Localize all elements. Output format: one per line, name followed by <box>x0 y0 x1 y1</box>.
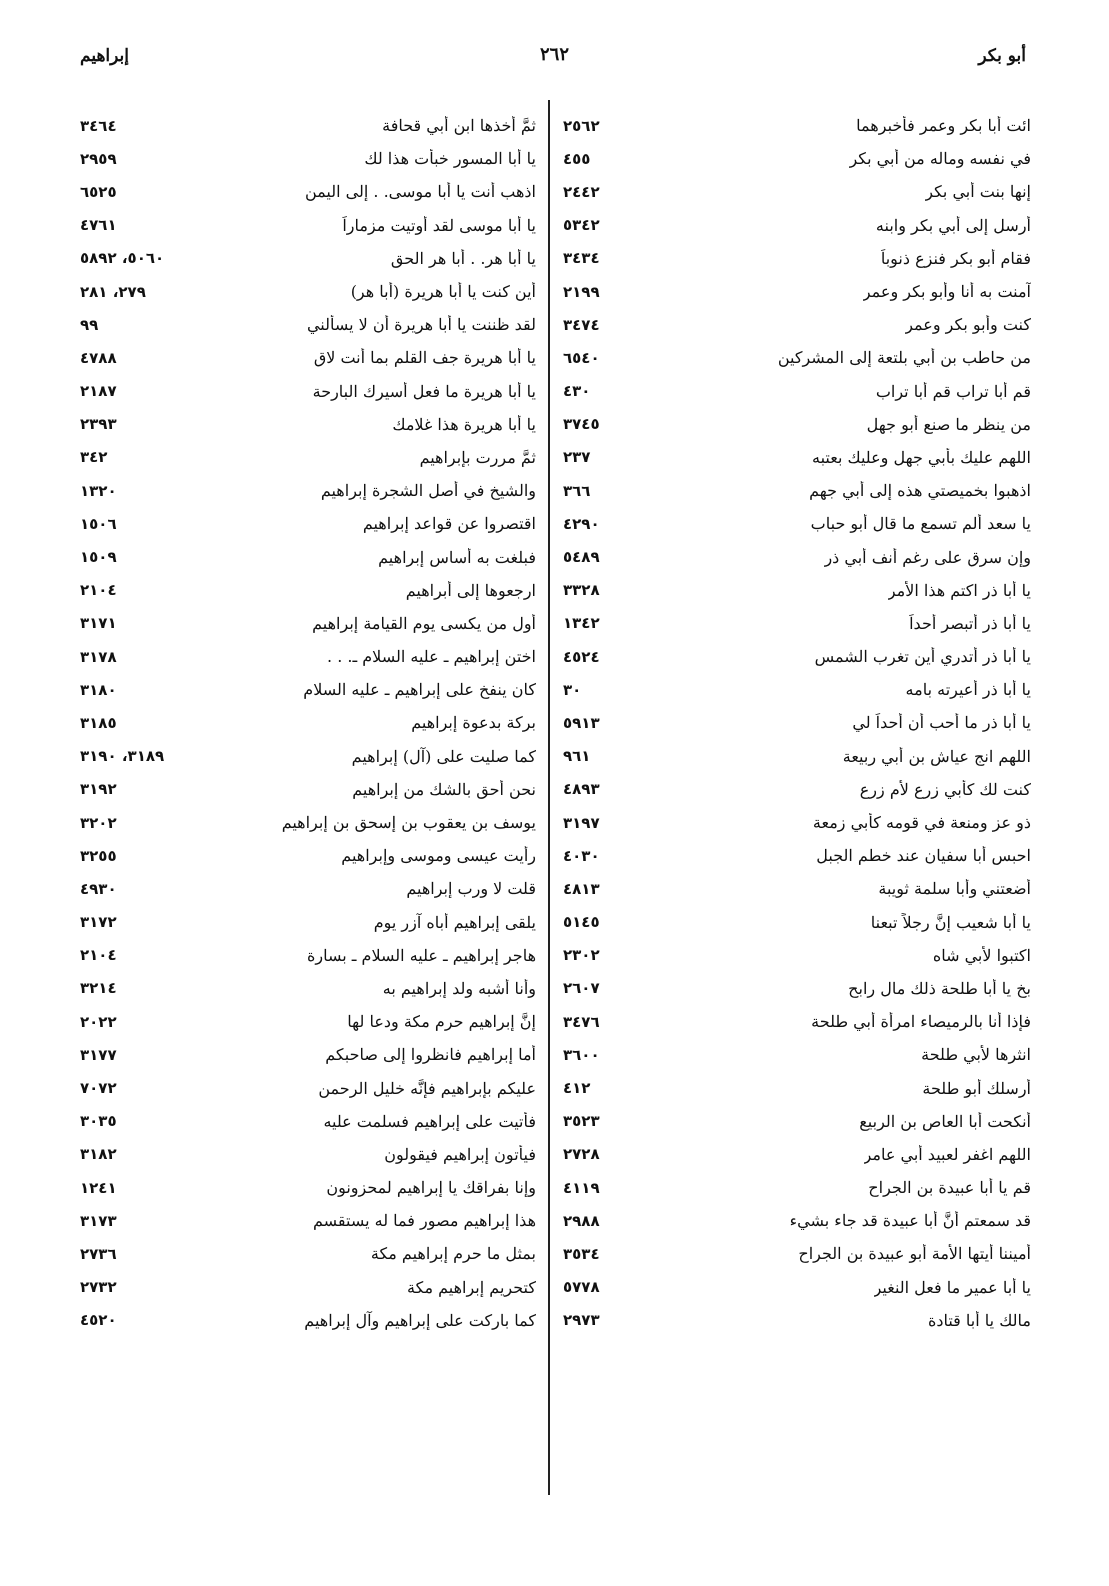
entry-text: والشيخ في أصل الشجرة إبراهيم <box>320 481 536 501</box>
column-divider <box>548 100 550 1495</box>
index-entry <box>80 474 536 507</box>
index-entry <box>563 939 1031 972</box>
entry-number: ٣١٩٢ <box>80 780 117 799</box>
entry-number: ٣٢١٤ <box>80 979 117 998</box>
page-number: ٢٦٢ <box>539 44 569 65</box>
entry-text: فبلغت به أساس إبراهيم <box>378 547 536 567</box>
entry-number: ٢٠٢٢ <box>80 1012 117 1031</box>
entry-number: ٣٦٠٠ <box>563 1045 600 1064</box>
entry-text: اللهم اغفر لعبيد أبي عامر <box>863 1144 1031 1164</box>
entry-text: أما إبراهيم فانظروا إلى صاحبكم <box>325 1045 536 1065</box>
entry-number: ٥٤٨٩ <box>563 548 600 567</box>
entry-text: كما صليت على (آل) إبراهيم <box>351 746 536 766</box>
entry-number: ٣١٧٣ <box>80 1211 117 1230</box>
entry-number: ٤٥٥ <box>563 149 591 168</box>
entry-number: ٢١٠٤ <box>80 581 117 600</box>
index-entry <box>80 1171 536 1204</box>
entry-number: ٢٣٧ <box>563 448 591 467</box>
entry-number: ٣٣٢٨ <box>563 581 600 600</box>
entry-number: ٣٠٣٥ <box>80 1112 117 1131</box>
index-entry <box>563 607 1031 640</box>
entry-text: في نفسه وماله من أبي بكر <box>849 149 1031 169</box>
entry-number: ٢٩٨٨ <box>563 1211 600 1230</box>
entry-text: ثمَّ مررت بإبراهيم <box>419 447 536 467</box>
entry-text: أرسلك أبو طلحة <box>922 1078 1031 1098</box>
entry-text: فقام أبو بكر فنزع ذنوباً <box>880 248 1031 268</box>
index-entry <box>80 242 536 275</box>
entry-number: ٤٩٣٠ <box>80 879 117 898</box>
entry-text: مالك يا أبا قتادة <box>927 1310 1031 1330</box>
index-entry <box>80 939 536 972</box>
entry-text: يا أبا هريرة هذا غلامك <box>392 414 536 434</box>
entry-text: اذهبوا بخميصتي هذه إلى أبي جهم <box>809 481 1031 501</box>
index-entry <box>80 1105 536 1138</box>
entry-text: وإنا بفراقك يا إبراهيم لمحزونون <box>326 1178 536 1198</box>
entry-text: يا أبا المسور خبأت هذا لك <box>364 149 536 169</box>
index-entry <box>80 540 536 573</box>
entry-number: ٣١٩٧ <box>563 813 600 832</box>
entry-number: ٤١١٩ <box>563 1178 600 1197</box>
index-entry <box>563 1204 1031 1237</box>
index-entry <box>563 1237 1031 1270</box>
index-entry <box>563 341 1031 374</box>
header-right-title: أبو بكر <box>978 46 1026 66</box>
index-entry <box>80 507 536 540</box>
index-entry <box>563 806 1031 839</box>
entry-text: اقتصروا عن قواعد إبراهيم <box>362 514 536 534</box>
index-entry <box>80 1204 536 1237</box>
entry-number: ٣٢٠٢ <box>80 813 117 832</box>
entry-text: كما باركت على إبراهيم وآل إبراهيم <box>304 1310 536 1330</box>
entry-text: ذو عز ومنعة في قومه كأبي زمعة <box>812 813 1031 833</box>
index-entry <box>80 175 536 208</box>
index-entry <box>563 540 1031 573</box>
entry-number: ٢٣٠٢ <box>563 946 600 965</box>
index-entry <box>80 341 536 374</box>
entry-number: ٢٩٥٩ <box>80 149 117 168</box>
entry-text: إنها بنت أبي بكر <box>925 182 1031 202</box>
index-entry <box>563 773 1031 806</box>
entry-text: يوسف بن يعقوب بن إسحق بن إبراهيم <box>281 813 536 833</box>
index-entry <box>563 175 1031 208</box>
entry-number: ١٣٤٢ <box>563 614 600 633</box>
entry-text: قلت لا ورب إبراهيم <box>406 879 536 899</box>
entry-number: ٢٤٤٢ <box>563 182 600 201</box>
index-entry <box>80 1271 536 1304</box>
index-entry <box>563 507 1031 540</box>
index-entry <box>563 1005 1031 1038</box>
entry-number: ٤٨١٣ <box>563 879 600 898</box>
index-entry <box>80 308 536 341</box>
index-entry <box>563 1105 1031 1138</box>
entry-number: ٤٧٨٨ <box>80 348 117 367</box>
index-entry <box>80 574 536 607</box>
index-entry <box>563 275 1031 308</box>
entry-number: ٥٩١٣ <box>563 713 600 732</box>
entry-text: يا أبا هر. . أبا هر الحق <box>390 248 536 268</box>
entry-number: ٣٤٦٤ <box>80 116 117 135</box>
entry-text: يا أبا عمير ما فعل النغير <box>873 1277 1031 1297</box>
index-entry <box>563 706 1031 739</box>
entry-text: من ينظر ما صنع أبو جهل <box>866 414 1031 434</box>
entry-number: ٢٧٣٦ <box>80 1244 117 1263</box>
entry-text: يا أبا ذر أتبصر أحداً <box>909 613 1031 633</box>
entry-number: ٤٠٣٠ <box>563 846 600 865</box>
index-entry <box>563 1304 1031 1337</box>
entry-text: اذهب أنت يا أبا موسى. . إلى اليمن <box>304 182 536 202</box>
entry-text: قد سمعتم أنَّ أبا عبيدة قد جاء بشيء <box>789 1211 1031 1231</box>
index-entry <box>563 441 1031 474</box>
entry-text: عليكم بإبراهيم فإنَّه خليل الرحمن <box>318 1078 536 1098</box>
entry-number: ٣٥٢٣ <box>563 1112 600 1131</box>
entry-text: احبس أبا سفيان عند خطم الجبل <box>816 846 1031 866</box>
entry-number: ٦٥٤٠ <box>563 348 600 367</box>
index-entry <box>80 109 536 142</box>
index-entry <box>563 142 1031 175</box>
entry-number: ٣١٨٠ <box>80 680 117 699</box>
index-entry <box>563 640 1031 673</box>
entry-text: يلقى إبراهيم أباه آزر يوم <box>373 912 536 932</box>
entry-number: ٣١٧٧ <box>80 1045 117 1064</box>
entry-number: ٥١٤٥ <box>563 913 600 932</box>
entry-number: ٤٢٩٠ <box>563 514 600 533</box>
index-entry <box>80 441 536 474</box>
entry-text: بمثل ما حرم إبراهيم مكة <box>370 1244 536 1264</box>
entry-text: بخ يا أبا طلحة ذلك مال رابح <box>848 978 1031 998</box>
entry-text: يا أبا ذر أتدري أين تغرب الشمس <box>814 647 1031 667</box>
right-index-column <box>563 109 1031 1337</box>
index-entry <box>563 872 1031 905</box>
entry-text: اكتبوا لأبي شاه <box>932 945 1031 965</box>
entry-number: ٢١٩٩ <box>563 282 600 301</box>
index-entry <box>563 308 1031 341</box>
entry-text: هاجر إبراهيم ـ عليه السلام ـ بسارة <box>306 945 536 965</box>
entry-number: ٤١٢ <box>563 1079 591 1098</box>
entry-text: نحن أحق بالشك من إبراهيم <box>352 779 536 799</box>
entry-number: ١٥٠٩ <box>80 548 117 567</box>
entry-text: يا سعد ألم تسمع ما قال أبو حباب <box>810 514 1031 534</box>
index-entry <box>563 408 1031 441</box>
entry-number: ٢٦٠٧ <box>563 979 600 998</box>
index-entry <box>80 1038 536 1071</box>
entry-text: انثرها لأبي طلحة <box>921 1045 1031 1065</box>
entry-text: فيأتون إبراهيم فيقولون <box>384 1144 536 1164</box>
entry-number: ٣٤٢ <box>80 448 108 467</box>
entry-text: كنت لك كأبي زرع لأم زرع <box>859 779 1031 799</box>
index-entry <box>563 375 1031 408</box>
entry-text: يا أبا ذر ما أحب أن أحداً لي <box>852 713 1031 733</box>
entry-number: ٣١٧٢ <box>80 913 117 932</box>
entry-text: لقد ظننت يا أبا هريرة أن لا يسألني <box>306 315 536 335</box>
entry-text: قم أبا تراب قم أبا تراب <box>875 381 1031 401</box>
index-entry <box>563 1038 1031 1071</box>
entry-number: ٣٧٤٥ <box>563 415 600 434</box>
entry-number: ١٢٤١ <box>80 1178 117 1197</box>
index-entry <box>80 375 536 408</box>
index-entry <box>563 1071 1031 1104</box>
index-entry <box>563 972 1031 1005</box>
entry-text: أين كنت يا أبا هريرة (أبا هر) <box>350 282 536 302</box>
entry-number: ٧٠٧٢ <box>80 1079 117 1098</box>
entry-number: ٣٥٣٤ <box>563 1244 600 1263</box>
index-entry <box>563 1171 1031 1204</box>
index-entry <box>563 474 1031 507</box>
index-entry <box>563 839 1031 872</box>
entry-number: ٤٨٩٣ <box>563 780 600 799</box>
entry-text: يا أبا شعيب إنَّ رجلاً تبعنا <box>870 912 1031 932</box>
index-entry <box>80 209 536 242</box>
entry-number: ٣٦٦ <box>563 481 591 500</box>
entry-text: يا أبا موسى لقد أوتيت مزماراً <box>342 215 536 235</box>
index-entry <box>80 839 536 872</box>
entry-number: ١٥٠٦ <box>80 514 117 533</box>
entry-text: بركة بدعوة إبراهيم <box>411 713 536 733</box>
entry-number: ٤٧٦١ <box>80 216 117 235</box>
entry-number: ٢٧٣٢ <box>80 1278 117 1297</box>
entry-number: ٣١٧١ <box>80 614 117 633</box>
entry-text: فإذا أنا بالرميصاء امرأة أبي طلحة <box>811 1012 1031 1032</box>
index-entry <box>80 872 536 905</box>
entry-number: ٤٥٢٤ <box>563 647 600 666</box>
left-index-column <box>80 109 536 1337</box>
index-entry <box>80 773 536 806</box>
entry-text: أميننا أيتها الأمة أبو عبيدة بن الجراح <box>798 1244 1031 1264</box>
entry-text: كنت وأبو بكر وعمر <box>905 315 1031 335</box>
entry-number: ٥٠٦٠، ٥٨٩٢ <box>80 249 165 268</box>
index-entry <box>563 574 1031 607</box>
entry-text: أضعتني وأبا سلمة ثويبة <box>878 879 1031 899</box>
index-entry <box>80 1005 536 1038</box>
index-entry <box>80 408 536 441</box>
index-entry <box>563 242 1031 275</box>
entry-text: أنكحت أبا العاص بن الربيع <box>859 1111 1031 1131</box>
entry-text: ثمَّ أخذها ابن أبي قحافة <box>382 116 536 136</box>
index-entry <box>563 740 1031 773</box>
entry-text: هذا إبراهيم مصور فما له يستقسم <box>312 1211 536 1231</box>
entry-number: ٩٩ <box>80 315 99 334</box>
index-entry <box>80 906 536 939</box>
entry-text: يا أبا هريرة ما فعل أسيرك البارحة <box>312 381 536 401</box>
entry-number: ٣٤٧٦ <box>563 1012 600 1031</box>
entry-number: ٦٥٢٥ <box>80 182 117 201</box>
index-entry <box>80 706 536 739</box>
entry-text: اللهم انج عياش بن أبي ربيعة <box>842 746 1031 766</box>
entry-text: اللهم عليك بأبي جهل وعليك بعتبه <box>811 447 1031 467</box>
entry-text: إنَّ إبراهيم حرم مكة ودعا لها <box>347 1012 536 1032</box>
entry-number: ٢١٠٤ <box>80 946 117 965</box>
index-entry <box>563 209 1031 242</box>
index-entry <box>80 1138 536 1171</box>
index-entry <box>80 607 536 640</box>
index-entry <box>563 1138 1031 1171</box>
entry-number: ٣١٨٢ <box>80 1145 117 1164</box>
entry-number: ٣٤٣٤ <box>563 249 600 268</box>
index-entry <box>563 673 1031 706</box>
entry-text: قم يا أبا عبيدة بن الجراح <box>868 1178 1031 1198</box>
index-entry <box>80 972 536 1005</box>
entry-number: ١٣٢٠ <box>80 481 117 500</box>
entry-text: يا أبا ذر اكتم هذا الأمر <box>887 580 1031 600</box>
entry-number: ٢٣٩٣ <box>80 415 117 434</box>
entry-text: يا أبا هريرة جف القلم بما أنت لاق <box>313 348 536 368</box>
entry-text: آمنت به أنا وأبو بكر وعمر <box>862 282 1031 302</box>
index-entry <box>563 1271 1031 1304</box>
index-entry <box>80 1237 536 1270</box>
entry-text: رأيت عيسى وموسى وإبراهيم <box>341 846 536 866</box>
entry-text: اختن إبراهيم ـ عليه السلام ـ. . . <box>327 647 536 667</box>
entry-text: يا أبا ذر أعيرته بامه <box>905 680 1031 700</box>
header-left-title: إبراهيم <box>80 46 129 66</box>
entry-number: ٤٣٠ <box>563 382 591 401</box>
entry-number: ٩٦١ <box>563 747 591 766</box>
entry-text: ارجعوها إلى أبراهيم <box>405 580 536 600</box>
entry-text: كان ينفخ على إبراهيم ـ عليه السلام <box>303 680 536 700</box>
entry-text: أرسل إلى أبي بكر وابنه <box>875 215 1031 235</box>
entry-number: ٢٥٦٢ <box>563 116 600 135</box>
entry-text: أول من يكسى يوم القيامة إبراهيم <box>312 613 536 633</box>
index-entry <box>80 806 536 839</box>
entry-number: ٤٥٢٠ <box>80 1311 117 1330</box>
entry-number: ٣١٧٨ <box>80 647 117 666</box>
index-entry <box>80 275 536 308</box>
entry-number: ٢٧٢٨ <box>563 1145 600 1164</box>
index-entry <box>80 1071 536 1104</box>
entry-text: فأتيت على إبراهيم فسلمت عليه <box>323 1111 536 1131</box>
index-entry <box>80 142 536 175</box>
index-entry <box>80 673 536 706</box>
entry-text: وأنا أشبه ولد إبراهيم به <box>382 978 536 998</box>
entry-number: ٣٤٧٤ <box>563 315 600 334</box>
index-entry <box>563 109 1031 142</box>
entry-number: ٣١٨٥ <box>80 713 117 732</box>
entry-text: من حاطب بن أبي بلتعة إلى المشركين <box>777 348 1031 368</box>
entry-number: ٣٢٥٥ <box>80 846 117 865</box>
entry-text: كتحريم إبراهيم مكة <box>407 1277 536 1297</box>
index-entry <box>80 640 536 673</box>
entry-text: ائت أبا بكر وعمر فأخبرهما <box>856 116 1031 136</box>
entry-number: ٣٠ <box>563 680 582 699</box>
entry-number: ٢٧٩، ٢٨١ <box>80 282 146 301</box>
index-entry <box>80 1304 536 1337</box>
index-entry <box>80 740 536 773</box>
entry-number: ٥٧٧٨ <box>563 1278 600 1297</box>
entry-number: ٢١٨٧ <box>80 382 117 401</box>
index-entry <box>563 906 1031 939</box>
entry-number: ٣١٨٩، ٣١٩٠ <box>80 747 165 766</box>
entry-number: ٢٩٧٣ <box>563 1311 600 1330</box>
entry-number: ٥٣٤٢ <box>563 216 600 235</box>
entry-text: وإن سرق على رغم أنف أبي ذر <box>824 547 1031 567</box>
